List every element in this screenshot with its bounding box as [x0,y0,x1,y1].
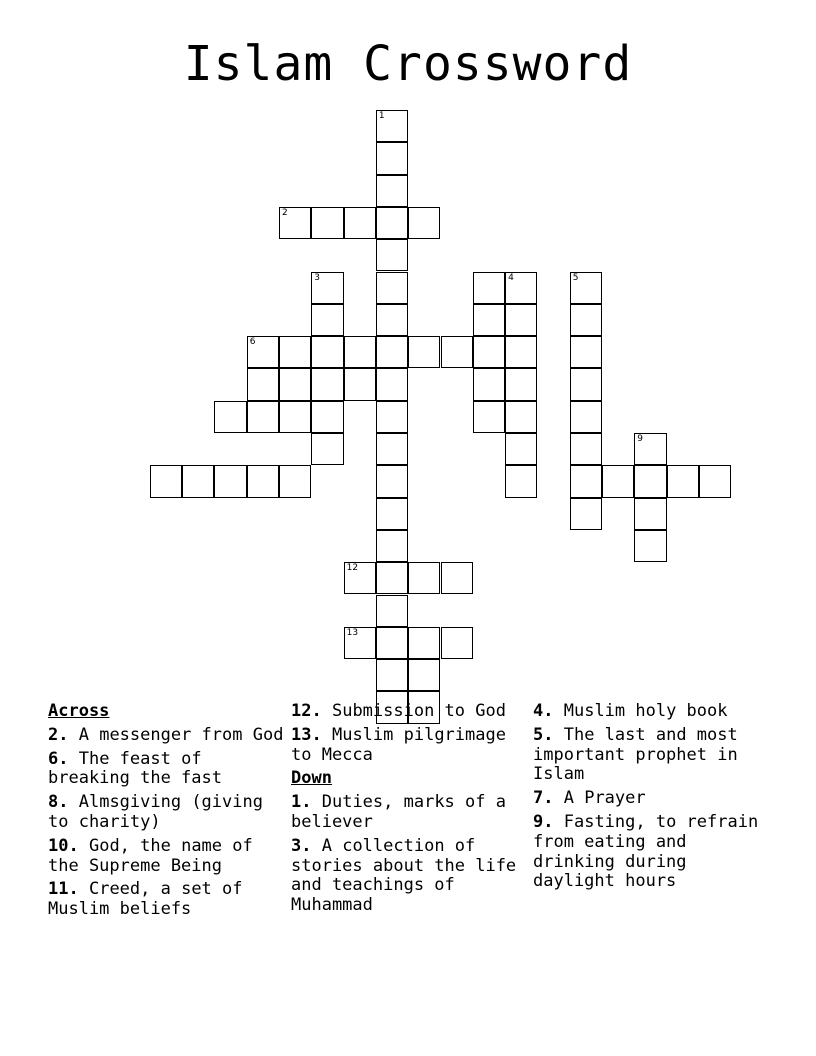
clue-number: 2 [282,207,288,218]
clues-column-3 [533,702,773,896]
grid-cell[interactable] [182,465,214,497]
grid-cell[interactable] [408,336,440,368]
grid-cell[interactable] [376,530,408,562]
clue-item-number: 7. [533,788,554,809]
grid-cell[interactable] [570,498,602,530]
grid-cell[interactable] [634,465,666,497]
clue-item [533,813,773,892]
grid-cell[interactable] [376,368,408,400]
grid-cell[interactable] [441,562,473,594]
page-title: Islam Crossword [183,36,633,92]
grid-cell[interactable] [311,304,343,336]
grid-cell[interactable] [505,336,537,368]
clue-item-number: 5. [533,724,554,745]
grid-cell[interactable] [505,401,537,433]
clue-item [291,837,531,916]
grid-cell[interactable] [570,401,602,433]
clue-item [48,880,288,920]
grid-cell[interactable] [311,368,343,400]
clue-item-number: 12. [291,701,322,721]
clue-item [291,726,531,766]
clue-item-text: Muslim pilgrimage to Mecca [291,724,506,765]
clue-item-number: 3. [291,835,312,856]
grid-cell[interactable] [570,336,602,368]
clues-column-2 [291,702,531,920]
clue-item [533,726,773,785]
grid-cell[interactable] [279,207,311,239]
grid-cell[interactable] [505,304,537,336]
grid-cell[interactable] [214,401,246,433]
grid-cell[interactable] [376,465,408,497]
clue-number: 6 [249,337,256,348]
grid-cell[interactable] [376,498,408,530]
clue-number: 3 [314,272,321,283]
clue-item-number: 11. [48,879,79,900]
clue-number: 13 [346,627,359,638]
grid-cell[interactable] [279,401,311,433]
clue-item-text: Fasting, to refrain from eating and drinking during daylight hours [533,811,759,892]
clue-item [533,702,773,722]
clue-item [533,789,773,809]
clue-item-text: Almsgiving (giving to charity) [48,792,263,832]
grid-cell[interactable] [473,336,505,368]
grid-cell[interactable] [247,465,279,497]
grid-cell[interactable] [150,465,182,497]
grid-cell[interactable] [441,336,473,368]
grid-cell[interactable] [634,498,666,530]
grid-cell[interactable] [667,465,699,497]
clue-item-number: 8. [48,792,69,813]
grid-cell[interactable] [279,465,311,497]
clue-item-text: Submission to God [331,701,506,721]
clue-number: 1 [378,111,385,121]
grid-cell[interactable] [376,433,408,465]
grid-cell[interactable] [699,465,731,497]
clue-item-text: A collection of stories about the life and teachings of Muhammad [291,835,517,916]
clue-item-number: 9. [533,811,554,832]
grid-cell[interactable] [408,562,440,594]
grid-cell[interactable] [408,207,440,239]
grid-cell[interactable] [634,530,666,562]
clue-item-number: 10. [48,835,79,856]
clue-item-text: A Prayer [563,788,646,809]
grid-cell[interactable] [247,401,279,433]
clue-item-text: A messenger from God [78,724,284,745]
grid-cell[interactable] [344,627,376,659]
across-header: Across [48,701,110,721]
grid-cell[interactable] [247,368,279,400]
grid-cell[interactable] [311,272,343,304]
grid-cell[interactable] [311,401,343,433]
clue-item-number: 4. [533,701,554,721]
clues-column-1 [48,702,288,924]
grid-cell[interactable] [376,175,408,207]
grid-cell[interactable] [311,336,343,368]
clue-item-text: Creed, a set of Muslim beliefs [48,879,243,920]
grid-cell[interactable] [408,659,440,691]
grid-cell[interactable] [376,595,408,627]
grid-cell[interactable] [570,465,602,497]
grid-cell[interactable] [473,368,505,400]
clue-item-number: 6. [48,748,69,769]
grid-cell[interactable] [473,272,505,304]
grid-cell[interactable] [344,336,376,368]
grid-cell[interactable] [311,433,343,465]
grid-cell[interactable] [376,659,408,691]
grid-cell[interactable] [344,207,376,239]
grid-cell[interactable] [376,336,408,368]
grid-cell[interactable] [376,304,408,336]
grid-cell[interactable] [408,627,440,659]
clue-number: 4 [508,272,514,283]
grid-cell[interactable] [505,272,537,304]
grid-cell[interactable] [344,368,376,400]
clue-item-text: Duties, marks of a believer [291,792,506,832]
clue-number: 9 [637,434,644,444]
grid-cell[interactable] [376,272,408,304]
grid-cell[interactable] [473,304,505,336]
grid-cell[interactable] [634,433,666,465]
clue-item-number: 2. [48,724,69,745]
grid-cell[interactable] [473,401,505,433]
grid-cell[interactable] [570,272,602,304]
clue-number: 5 [572,272,579,283]
grid-cell[interactable] [247,336,279,368]
clue-item [48,726,288,746]
clue-item-text: The last and most important prophet in Islam [533,724,738,785]
grid-cell[interactable] [505,433,537,465]
grid-cell[interactable] [376,239,408,271]
grid-cell[interactable] [344,562,376,594]
grid-cell[interactable] [376,207,408,239]
grid-cell[interactable] [214,465,246,497]
grid-cell[interactable] [376,627,408,659]
grid-cell[interactable] [279,336,311,368]
clue-number: 12 [346,563,359,574]
grid-cell[interactable] [505,465,537,497]
clue-item-number: 1. [291,792,312,813]
clue-item-text: The feast of breaking the fast [48,748,222,789]
clue-item-number: 13. [291,724,322,745]
grid-cell[interactable] [441,627,473,659]
grid-cell[interactable] [376,562,408,594]
grid-cell[interactable] [376,401,408,433]
grid-cell[interactable] [570,304,602,336]
grid-cell[interactable] [376,110,408,142]
grid-cell[interactable] [376,142,408,174]
clue-item-text: God, the name of the Supreme Being [48,835,253,876]
grid-cell[interactable] [505,368,537,400]
clue-item [48,837,288,877]
clue-item [291,793,531,833]
clue-item [291,702,531,722]
clue-item-text: Muslim holy book [563,701,728,721]
clue-item [48,793,288,833]
down-header: Down [291,768,332,789]
grid-cell[interactable] [311,207,343,239]
grid-cell[interactable] [570,368,602,400]
grid-cell[interactable] [570,433,602,465]
grid-cell[interactable] [602,465,634,497]
clue-item [48,750,288,790]
grid-cell[interactable] [279,368,311,400]
